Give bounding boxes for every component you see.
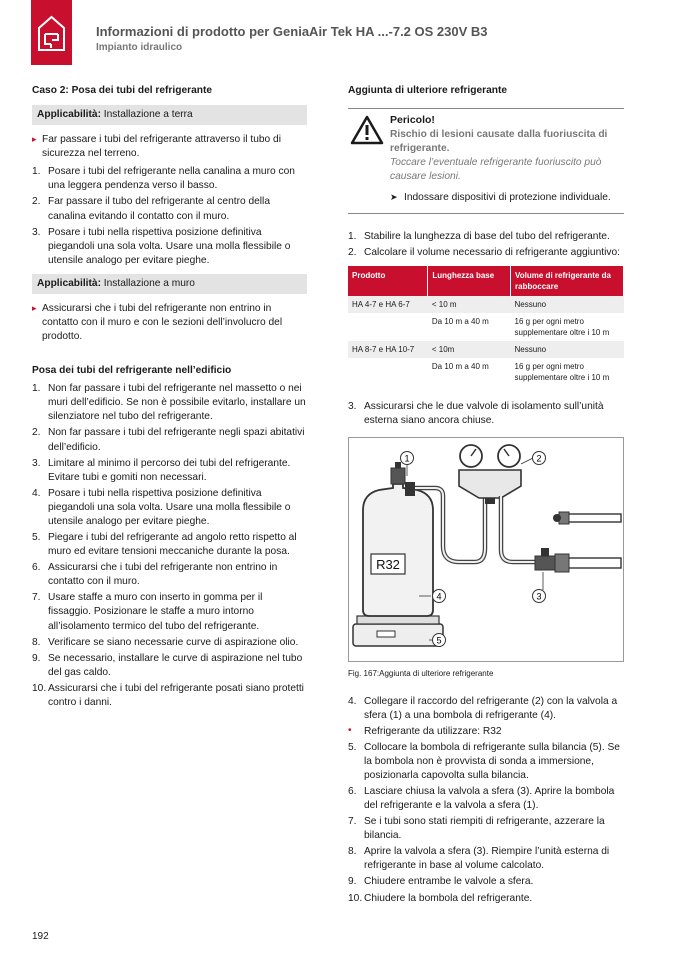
step-text: Posare i tubi del refrigerante nella canalina a muro con una leggera pendenza verso il basso. — [48, 166, 295, 192]
danger-warning — [348, 108, 624, 214]
table-cell: < 10m — [428, 341, 511, 358]
step-number: 3. — [32, 457, 41, 469]
step-text: Piegare i tubi del refrigerante ad angolo retto rispetto al muro ed evitare tensioni meccaniche durante la posa. — [48, 532, 297, 558]
ball-valve-3 — [535, 556, 555, 570]
step-number: 9. — [32, 652, 41, 664]
table-cell — [348, 358, 428, 386]
table-header-row — [348, 266, 624, 296]
cylinder-valve — [391, 468, 405, 484]
step-text: Chiudere la bombola del refrigerante. — [364, 892, 533, 904]
left-column — [32, 84, 307, 716]
list-item — [348, 246, 624, 260]
ball-valve-1 — [405, 482, 415, 496]
step-number: 6. — [348, 786, 357, 798]
step-number: 1. — [348, 230, 357, 242]
table-cell: HA 8-7 e HA 10-7 — [348, 341, 428, 358]
list-item: ▸ Far passare i tubi del refrigerante attraverso il tubo di sicurezza nel terreno. — [32, 133, 307, 161]
step-text: Aprire la valvola a sfera (3). Riempire l’unità esterna di refrigerante in base al volume calcolato. — [364, 846, 610, 872]
column-header-length: Lunghezza base — [428, 266, 511, 296]
warning-action: ➤ Indossare dispositivi di protezione individuale. — [390, 191, 624, 205]
document-subtitle: Impianto idraulico — [96, 42, 183, 53]
list-item — [32, 426, 307, 454]
step-text: Collegare il raccordo del refrigerante (2) con la valvola a sfera (1) a una bombola di refrigerante (4). — [364, 695, 618, 721]
applicability-text: Installazione a muro — [100, 277, 195, 289]
table-cell: HA 4-7 e HA 6-7 — [348, 296, 428, 313]
step-number: 1. — [32, 166, 41, 178]
list-item — [32, 487, 307, 529]
step-text: Limitare al minimo il percorso dei tubi del refrigerante. Evitare tubi e gomiti non necessari. — [48, 457, 291, 483]
document-title: Informazioni di prodotto per GeniaAir Tek HA ...-7.2 OS 230V B3 — [96, 24, 488, 39]
table-row — [348, 296, 624, 313]
step-text: Posare i tubi nella rispettiva posizione definitiva piegandoli una sola volta. Usare una molla flessibile o utensile analogo per evitare pieghe. — [48, 226, 291, 266]
step-number: 4. — [348, 695, 357, 707]
column-header-volume: Volume di refrigerante da rabboccare — [511, 266, 624, 296]
scale-plate — [357, 616, 439, 624]
list-item — [348, 815, 624, 843]
step-number: 10. — [32, 682, 47, 694]
list-item — [348, 230, 624, 244]
figure-refrigerant-charging — [348, 437, 624, 662]
pipe-lower — [567, 558, 621, 568]
warning-triangle-icon — [350, 115, 384, 145]
list-item — [348, 785, 624, 813]
manifold-body — [459, 470, 521, 498]
step-text: Lasciare chiusa la valvola a sfera (3). Aprire la bombola del refrigerante e la valvola a sfera (1). — [364, 786, 615, 812]
step-number: 9. — [348, 876, 357, 888]
warning-heading: Pericolo! — [390, 114, 435, 127]
scale-display — [377, 631, 395, 637]
section-title-case2: Caso 2: Posa dei tubi del refrigerante — [32, 85, 213, 96]
warning-consequence: Toccare l’eventuale refrigerante fuoriuscito può causare lesioni. — [390, 156, 602, 182]
list-item: ▸ Assicurarsi che i tubi del refrigerante non entrino in contatto con il muro e con le sezioni dell’involucro del prodotto. — [32, 302, 307, 344]
list-item — [348, 695, 624, 723]
list-item — [32, 591, 307, 633]
section-title-refrigerant: Aggiunta di ulteriore refrigerante — [348, 85, 508, 96]
table-cell — [348, 313, 428, 341]
house-radiator-icon — [37, 14, 66, 52]
list-item — [32, 682, 307, 710]
bullet-list — [32, 133, 307, 161]
column-header-product: Prodotto — [348, 266, 428, 296]
list-item — [32, 165, 307, 193]
list-item — [32, 195, 307, 223]
cylinder-label: R32 — [376, 556, 400, 572]
list-item — [32, 457, 307, 485]
step-number: 4. — [32, 487, 41, 499]
hose-unit — [501, 496, 535, 562]
step-number: 6. — [32, 562, 41, 574]
step-text: Assicurarsi che i tubi del refrigerante posati siano protetti contro i danni. — [48, 682, 304, 708]
step-text: Assicurarsi che i tubi del refrigerante non entrino in contatto con il muro. — [48, 562, 278, 588]
callout-1-label: 1 — [404, 453, 410, 464]
step-number: 5. — [32, 532, 41, 544]
table-cell: 16 g per ogni metro supplementare oltre i 10 m — [514, 317, 610, 338]
table-cell: 16 g per ogni metro supplementare oltre i 10 m — [514, 362, 610, 383]
callout-3-label: 3 — [536, 591, 542, 602]
list-item — [348, 400, 624, 428]
page-number: 192 — [32, 931, 49, 942]
cylinder-valve-knob — [395, 462, 401, 468]
step-text: Verificare se siano necessarie curve di aspirazione olio. — [48, 636, 299, 648]
steps-list-ground — [32, 165, 307, 268]
steps-list-building — [32, 382, 307, 710]
list-item — [32, 531, 307, 559]
step-number: 10. — [348, 892, 363, 904]
figure-caption: Fig. 167:Aggiunta di ulteriore refrigerante — [348, 668, 494, 678]
step-number: 8. — [348, 846, 357, 858]
right-column — [348, 84, 624, 912]
step-number: 1. — [32, 383, 41, 395]
pipe-upper — [567, 514, 621, 522]
applicability-box-ground — [32, 105, 307, 125]
step-text: Assicurarsi che le due valvole di isolamento sull’unità esterna siano ancora chiuse. — [364, 401, 604, 427]
step-text: Se necessario, installare le curve di aspirazione nel tubo del gas caldo. — [48, 652, 303, 678]
list-item — [348, 845, 624, 873]
table-cell: Nessuno — [511, 296, 624, 313]
callout-4-label: 4 — [436, 591, 442, 602]
step-number: 3. — [32, 226, 41, 238]
steps-list-b — [348, 741, 624, 906]
list-item — [348, 741, 624, 783]
applicability-text: Installazione a terra — [100, 109, 193, 121]
step-number: 7. — [348, 816, 357, 828]
list-item — [348, 892, 624, 906]
section-title-building: Posa dei tubi del refrigerante nell’edificio — [32, 365, 232, 377]
steps-list-step4 — [348, 695, 624, 723]
step-number: 2. — [32, 427, 41, 439]
steps-list-step3 — [348, 400, 624, 428]
table-cell: Da 10 m a 40 m — [431, 317, 489, 327]
valve-lower — [555, 554, 569, 572]
bullet-list — [32, 302, 307, 344]
step-text: Non far passare i tubi del refrigerante nel massetto o nei muri dell’edificio. Se non è possibile evitarlo, installare un silenziatore nel tubo del refrigerante. — [48, 383, 306, 423]
list-item — [348, 875, 624, 889]
step-text: Se i tubi sono stati riempiti di refrigerante, azzerare la bilancia. — [364, 816, 605, 842]
table-row — [348, 341, 624, 358]
step-text: Non far passare i tubi del refrigerante negli spazi abitativi dell’edificio. — [48, 427, 305, 453]
step-number: 5. — [348, 741, 357, 753]
step-text: Chiudere entrambe le valvole a sfera. — [364, 876, 534, 888]
charging-diagram — [349, 438, 623, 661]
table-row — [348, 358, 624, 386]
step-number: 2. — [32, 196, 41, 208]
step-number: 2. — [348, 247, 357, 259]
list-item — [32, 226, 307, 268]
steps-list-a — [348, 230, 624, 260]
table-row — [348, 313, 624, 341]
list-item — [32, 652, 307, 680]
table-cell: Nessuno — [511, 341, 624, 358]
step-text: Calcolare il volume necessario di refrigerante aggiuntivo: — [364, 247, 620, 259]
refrigerant-type-bullet: • Refrigerante da utilizzare: R32 — [348, 725, 624, 739]
table-cell: < 10 m — [428, 296, 511, 313]
step-number: 3. — [348, 401, 357, 413]
step-text: Collocare la bombola di refrigerante sulla bilancia (5). Se la bombola non è provvista di sonda a immersione, posizionarla capovolta sulla bilancia. — [364, 741, 620, 781]
manifold-port — [485, 498, 495, 504]
callout-2-label: 2 — [536, 453, 542, 464]
refrigerant-table — [348, 266, 624, 386]
step-number: 7. — [32, 592, 41, 604]
list-item — [32, 636, 307, 650]
table-cell: Da 10 m a 40 m — [431, 362, 489, 372]
step-number: 8. — [32, 636, 41, 648]
step-text: Usare staffe a muro con inserto in gomma per il fissaggio. Posizionare le staffe a muro intorno all’isolamento termico del tubo del refrigerante. — [48, 592, 263, 632]
applicability-label: Applicabilità: — [37, 109, 101, 121]
applicability-label: Applicabilità: — [37, 277, 101, 289]
brand-logo — [31, 0, 72, 65]
applicability-box-wall — [32, 274, 307, 294]
step-text: Stabilire la lunghezza di base del tubo del refrigerante. — [364, 230, 610, 242]
scale-base — [353, 624, 443, 646]
step-text: Posare i tubi nella rispettiva posizione definitiva piegandoli una sola volta. Usare una molla flessibile o utensile analogo per evitare pieghe. — [48, 487, 291, 527]
list-item — [32, 561, 307, 589]
warning-risk: Rischio di lesioni causate dalla fuoriuscita di refrigerante. — [390, 128, 608, 154]
step-text: Far passare il tubo del refrigerante al centro della canalina evitando il contatto con il muro. — [48, 196, 270, 222]
callout-5-label: 5 — [436, 635, 442, 646]
list-item — [32, 382, 307, 424]
